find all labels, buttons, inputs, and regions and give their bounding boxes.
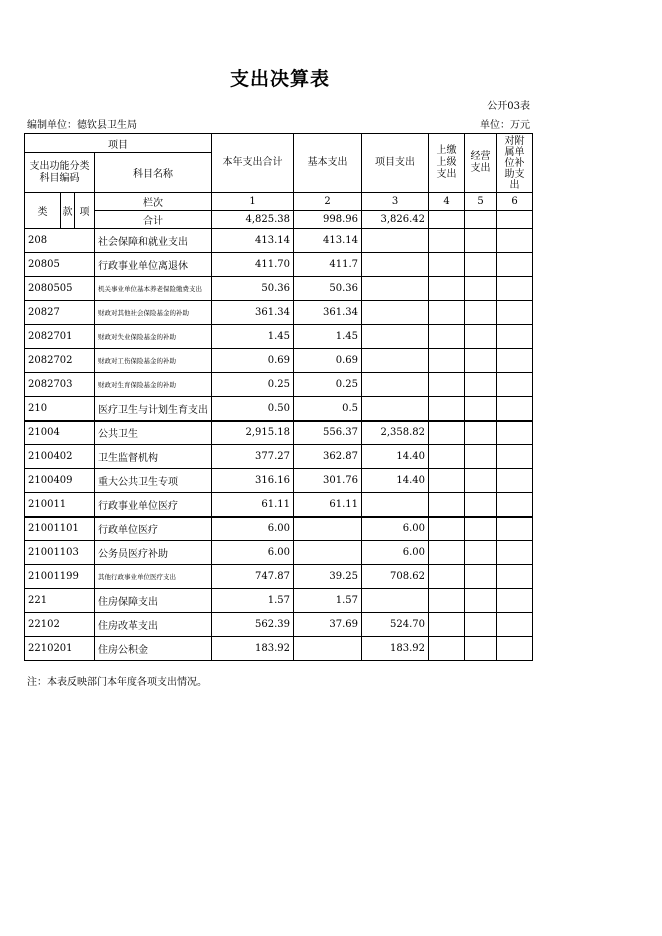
- row-subsidy: [497, 421, 533, 445]
- row-business: [465, 229, 497, 253]
- row-basic: [294, 541, 362, 565]
- row-code: 21004: [25, 421, 95, 445]
- row-total: 0.50: [212, 397, 294, 421]
- row-upper: [429, 589, 465, 613]
- row-subject-name: 财政对其他社会保险基金的补助: [95, 301, 212, 325]
- row-basic: 413.14: [294, 229, 362, 253]
- row-upper: [429, 541, 465, 565]
- row-code: 2082702: [25, 349, 95, 373]
- row-subject-name: 社会保障和就业支出: [95, 229, 212, 253]
- row-subsidy: [497, 229, 533, 253]
- row-total: 562.39: [212, 613, 294, 637]
- row-basic: 50.36: [294, 277, 362, 301]
- expenditure-table: [24, 133, 533, 661]
- row-subsidy: [497, 493, 533, 517]
- table-row: [25, 493, 533, 517]
- col-num-3: 3: [362, 193, 429, 211]
- row-project: [362, 589, 429, 613]
- row-business: [465, 589, 497, 613]
- table-row: [25, 565, 533, 589]
- row-subsidy: [497, 373, 533, 397]
- row-project: 708.62: [362, 565, 429, 589]
- total-basic: 998.96: [294, 211, 362, 229]
- row-business: [465, 517, 497, 541]
- row-basic: 1.45: [294, 325, 362, 349]
- table-row: [25, 421, 533, 445]
- footnote: 注：本表反映部门本年度各项支出情况。: [27, 677, 207, 688]
- header-subsidy: 对附属单位补助支出: [497, 134, 533, 193]
- row-business: [465, 397, 497, 421]
- row-basic: 39.25: [294, 565, 362, 589]
- row-project: [362, 301, 429, 325]
- row-upper: [429, 421, 465, 445]
- row-basic: 362.87: [294, 445, 362, 469]
- row-upper: [429, 517, 465, 541]
- row-upper: [429, 493, 465, 517]
- row-project: 6.00: [362, 541, 429, 565]
- row-total: 61.11: [212, 493, 294, 517]
- row-subsidy: [497, 517, 533, 541]
- row-subsidy: [497, 301, 533, 325]
- row-upper: [429, 469, 465, 493]
- header-business: 经营支出: [465, 134, 497, 193]
- row-code: 2082701: [25, 325, 95, 349]
- row-subject-name: 行政单位医疗: [95, 517, 212, 541]
- row-project: 183.92: [362, 637, 429, 661]
- row-total: 411.70: [212, 253, 294, 277]
- row-total: 413.14: [212, 229, 294, 253]
- row-business: [465, 613, 497, 637]
- total-business: [465, 211, 497, 229]
- row-subsidy: [497, 277, 533, 301]
- header-project: 项目支出: [362, 134, 429, 193]
- row-project: 6.00: [362, 517, 429, 541]
- row-basic: 37.69: [294, 613, 362, 637]
- row-project: [362, 229, 429, 253]
- row-subject-name: 行政事业单位离退休: [95, 253, 212, 277]
- col-num-6: 6: [497, 193, 533, 211]
- row-project: [362, 397, 429, 421]
- row-subject-name: 住房公积金: [95, 637, 212, 661]
- row-project: 2,358.82: [362, 421, 429, 445]
- table-row: [25, 301, 533, 325]
- row-upper: [429, 637, 465, 661]
- row-code: 2080505: [25, 277, 95, 301]
- row-business: [465, 469, 497, 493]
- row-subsidy: [497, 565, 533, 589]
- row-subject-name: 财政对生育保险基金的补助: [95, 373, 212, 397]
- row-total: 377.27: [212, 445, 294, 469]
- row-total: 0.25: [212, 373, 294, 397]
- table-row: [25, 613, 533, 637]
- row-upper: [429, 373, 465, 397]
- table-row: [25, 373, 533, 397]
- row-basic: [294, 517, 362, 541]
- row-total: 747.87: [212, 565, 294, 589]
- row-total: 183.92: [212, 637, 294, 661]
- header-item: 项目: [25, 134, 212, 153]
- row-basic: 1.57: [294, 589, 362, 613]
- row-project: 524.70: [362, 613, 429, 637]
- header-lanci: 栏次: [95, 193, 212, 211]
- row-basic: 0.69: [294, 349, 362, 373]
- row-code: 22102: [25, 613, 95, 637]
- row-subsidy: [497, 349, 533, 373]
- table-row: [25, 469, 533, 493]
- row-subsidy: [497, 397, 533, 421]
- row-subject-name: 机关事业单位基本养老保险缴费支出: [95, 277, 212, 301]
- row-subject-name: 医疗卫生与计划生育支出: [95, 397, 212, 421]
- page-title: 支出决算表: [229, 68, 330, 90]
- row-upper: [429, 445, 465, 469]
- row-total: 316.16: [212, 469, 294, 493]
- col-num-2: 2: [294, 193, 362, 211]
- row-project: [362, 493, 429, 517]
- row-business: [465, 253, 497, 277]
- row-business: [465, 637, 497, 661]
- row-business: [465, 325, 497, 349]
- row-basic: 0.5: [294, 397, 362, 421]
- row-subject-name: 行政事业单位医疗: [95, 493, 212, 517]
- row-total: 6.00: [212, 541, 294, 565]
- row-project: [362, 277, 429, 301]
- table-row: [25, 253, 533, 277]
- row-business: [465, 349, 497, 373]
- row-subsidy: [497, 637, 533, 661]
- total-project: 3,826.42: [362, 211, 429, 229]
- total-upper: [429, 211, 465, 229]
- row-total: 361.34: [212, 301, 294, 325]
- row-subject-name: 住房保障支出: [95, 589, 212, 613]
- row-subsidy: [497, 541, 533, 565]
- row-total: 1.45: [212, 325, 294, 349]
- header-func-code: 支出功能分类科目编码: [25, 153, 95, 193]
- row-business: [465, 445, 497, 469]
- row-project: 14.40: [362, 469, 429, 493]
- row-subsidy: [497, 613, 533, 637]
- row-code: 20805: [25, 253, 95, 277]
- col-num-5: 5: [465, 193, 497, 211]
- row-upper: [429, 397, 465, 421]
- row-code: 2082703: [25, 373, 95, 397]
- table-row: [25, 445, 533, 469]
- row-business: [465, 421, 497, 445]
- row-basic: 0.25: [294, 373, 362, 397]
- row-business: [465, 541, 497, 565]
- table-row: [25, 277, 533, 301]
- row-upper: [429, 349, 465, 373]
- table-row: [25, 637, 533, 661]
- row-upper: [429, 565, 465, 589]
- row-code: 21001199: [25, 565, 95, 589]
- row-subsidy: [497, 469, 533, 493]
- total-subsidy: [497, 211, 533, 229]
- table-row: [25, 325, 533, 349]
- header-lei: 类: [25, 193, 61, 229]
- row-upper: [429, 229, 465, 253]
- row-business: [465, 277, 497, 301]
- row-project: 14.40: [362, 445, 429, 469]
- table-row: [25, 589, 533, 613]
- row-project: [362, 349, 429, 373]
- row-code: 2100402: [25, 445, 95, 469]
- org-label: 编制单位：德钦县卫生局: [27, 120, 137, 131]
- row-project: [362, 373, 429, 397]
- row-basic: [294, 637, 362, 661]
- table-row: [25, 229, 533, 253]
- row-code: 2210201: [25, 637, 95, 661]
- header-basic: 基本支出: [294, 134, 362, 193]
- total-total: 4,825.38: [212, 211, 294, 229]
- row-subject-name: 公务员医疗补助: [95, 541, 212, 565]
- table-row: [25, 397, 533, 421]
- row-subject-name: 住房改革支出: [95, 613, 212, 637]
- header-subject-name: 科目名称: [95, 153, 212, 193]
- row-total: 6.00: [212, 517, 294, 541]
- table-row: [25, 349, 533, 373]
- row-basic: 61.11: [294, 493, 362, 517]
- row-subsidy: [497, 589, 533, 613]
- row-basic: 361.34: [294, 301, 362, 325]
- row-business: [465, 301, 497, 325]
- row-total: 50.36: [212, 277, 294, 301]
- row-upper: [429, 613, 465, 637]
- row-business: [465, 565, 497, 589]
- row-subject-name: 财政对失业保险基金的补助: [95, 325, 212, 349]
- header-xiang: 项: [75, 193, 95, 229]
- col-num-1: 1: [212, 193, 294, 211]
- row-code: 221: [25, 589, 95, 613]
- header-kuan: 款: [61, 193, 75, 229]
- row-project: [362, 253, 429, 277]
- row-total: 2,915.18: [212, 421, 294, 445]
- row-basic: 556.37: [294, 421, 362, 445]
- row-code: 210: [25, 397, 95, 421]
- row-code: 210011: [25, 493, 95, 517]
- total-label: 合计: [95, 211, 212, 229]
- unit-label: 单位：万元: [480, 120, 530, 131]
- row-subsidy: [497, 253, 533, 277]
- row-total: 1.57: [212, 589, 294, 613]
- row-basic: 411.7: [294, 253, 362, 277]
- row-subsidy: [497, 325, 533, 349]
- row-subject-name: 公共卫生: [95, 421, 212, 445]
- row-business: [465, 493, 497, 517]
- row-subject-name: 重大公共卫生专项: [95, 469, 212, 493]
- row-subject-name: 财政对工伤保险基金的补助: [95, 349, 212, 373]
- row-upper: [429, 301, 465, 325]
- col-num-4: 4: [429, 193, 465, 211]
- row-upper: [429, 277, 465, 301]
- row-code: 2100409: [25, 469, 95, 493]
- table-row: [25, 517, 533, 541]
- table-row: [25, 541, 533, 565]
- row-code: 20827: [25, 301, 95, 325]
- header-total: 本年支出合计: [212, 134, 294, 193]
- row-subsidy: [497, 445, 533, 469]
- row-code: 21001103: [25, 541, 95, 565]
- form-number: 公开03表: [487, 101, 530, 112]
- row-business: [465, 373, 497, 397]
- row-total: 0.69: [212, 349, 294, 373]
- row-subject-name: 卫生监督机构: [95, 445, 212, 469]
- row-basic: 301.76: [294, 469, 362, 493]
- row-code: 208: [25, 229, 95, 253]
- row-project: [362, 325, 429, 349]
- row-code: 21001101: [25, 517, 95, 541]
- header-upper: 上缴上级支出: [429, 134, 465, 193]
- row-subject-name: 其他行政事业单位医疗支出: [95, 565, 212, 589]
- row-upper: [429, 325, 465, 349]
- row-upper: [429, 253, 465, 277]
